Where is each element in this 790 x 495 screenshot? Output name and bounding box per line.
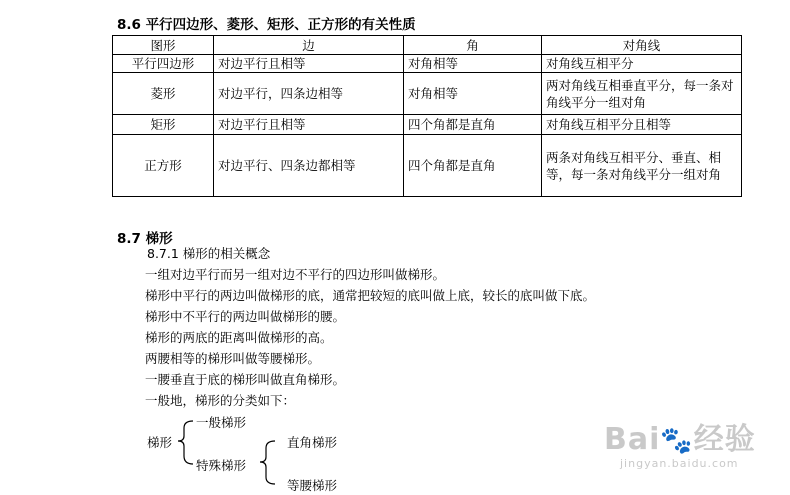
- section-8-6-heading: 8.6 平行四边形、菱形、矩形、正方形的有关性质: [117, 17, 416, 33]
- table-row: [113, 115, 742, 135]
- baidu-jingyan-watermark: [596, 412, 756, 482]
- watermark-logo: Bai🐾经验: [604, 422, 756, 457]
- definition-line: 一般地，梯形的分类如下：: [145, 393, 296, 408]
- table-header-row: [113, 36, 742, 55]
- table-cell: 四个角都是直角: [404, 135, 542, 197]
- table-row: [113, 73, 742, 115]
- class-special-trapezoid: 特殊梯形: [196, 458, 247, 473]
- table-cell: 对角相等: [404, 73, 542, 115]
- table-cell: 对角线互相平分: [542, 55, 742, 73]
- right-brace: [260, 441, 275, 484]
- definition-line: 梯形中平行的两边叫做梯形的底，通常把较短的底叫做上底，较长的底叫做下底。: [145, 288, 596, 303]
- table-cell: 对边平行，四条边相等: [214, 73, 404, 115]
- table-row: [113, 135, 742, 197]
- left-brace: [178, 421, 193, 464]
- table-cell: 对角线互相平分且相等: [542, 115, 742, 135]
- definition-line: 两腰相等的梯形叫做等腰梯形。: [145, 351, 321, 366]
- section-8-7-heading: 8.7 梯形: [117, 231, 173, 247]
- definition-line: 一组对边平行而另一组对边不平行的四边形叫做梯形。: [145, 267, 446, 282]
- table-cell: 对边平行、四条边都相等: [214, 135, 404, 197]
- definition-line: 梯形的两底的距离叫做梯形的高。: [145, 330, 333, 345]
- definition-line: 一腰垂直于底的梯形叫做直角梯形。: [145, 372, 346, 387]
- table-cell: 菱形: [113, 73, 214, 115]
- header-diagonals: 对角线: [542, 36, 742, 55]
- class-general-trapezoid: 一般梯形: [196, 415, 247, 430]
- header-angles: 角: [404, 36, 542, 55]
- table-row: [113, 55, 742, 73]
- class-isosceles-trapezoid: 等腰梯形: [287, 478, 338, 493]
- header-sides: 边: [214, 36, 404, 55]
- header-shape: 图形: [113, 36, 214, 55]
- table-cell: 正方形: [113, 135, 214, 197]
- table-cell: 四个角都是直角: [404, 115, 542, 135]
- table-cell: 两对角线互相垂直平分，每一条对角线平分一组对角: [542, 73, 742, 115]
- table-cell: 矩形: [113, 115, 214, 135]
- class-root-trapezoid: 梯形: [147, 435, 173, 450]
- definition-line: 梯形中不平行的两边叫做梯形的腰。: [145, 309, 346, 324]
- table-cell: 两条对角线互相平分、垂直、相等，每一条对角线平分一组对角: [542, 135, 742, 197]
- table-cell: 对角相等: [404, 55, 542, 73]
- table-cell: 平行四边形: [113, 55, 214, 73]
- subsection-title: 8.7.1 梯形的相关概念: [147, 246, 271, 261]
- properties-table: [112, 35, 742, 197]
- class-right-trapezoid: 直角梯形: [287, 435, 338, 450]
- watermark-url: jingyan.baidu.com: [620, 457, 739, 470]
- table-cell: 对边平行且相等: [214, 55, 404, 73]
- table-cell: 对边平行且相等: [214, 115, 404, 135]
